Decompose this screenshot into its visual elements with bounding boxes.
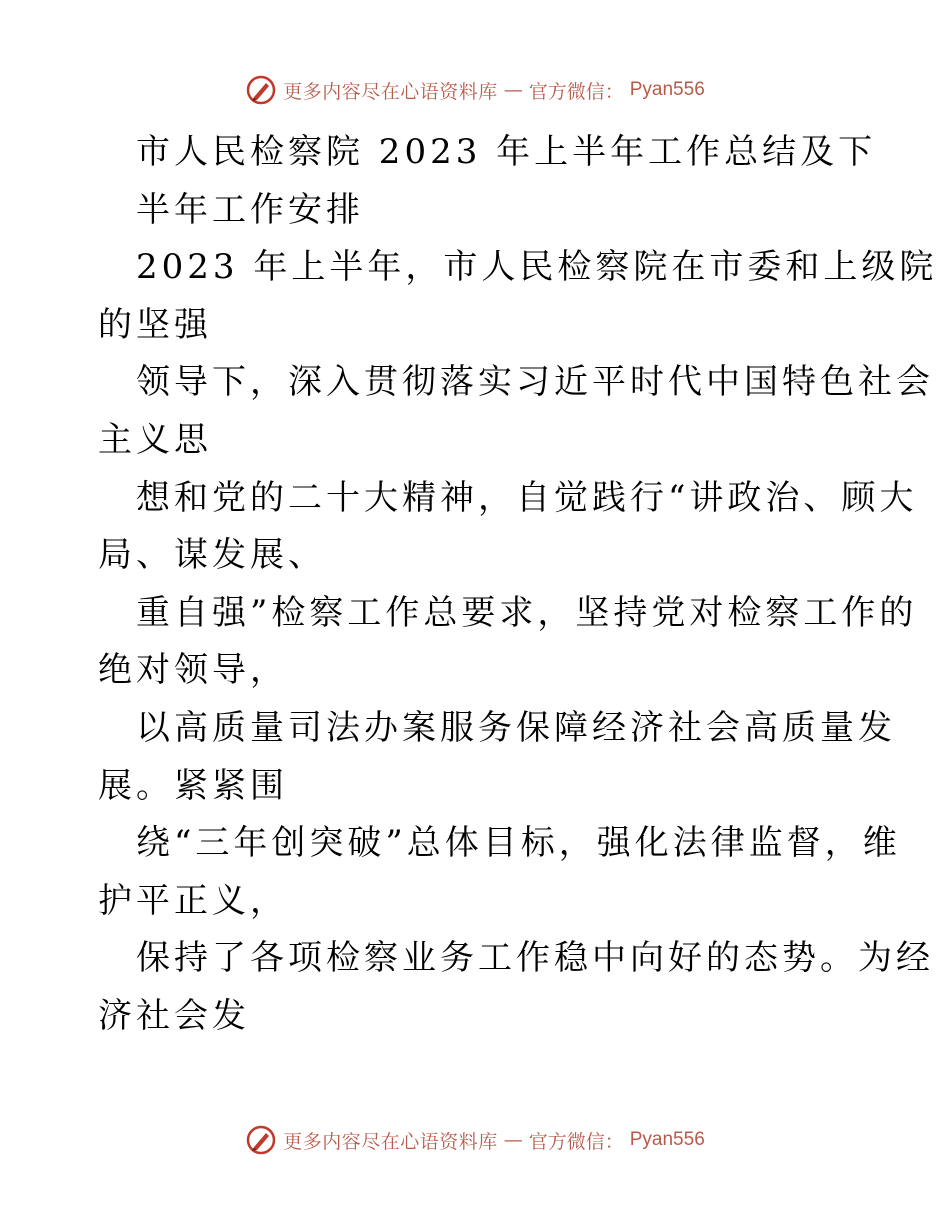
text-line: 市人民检察院 2023 年上半年工作总结及下 bbox=[136, 132, 877, 172]
banner-dash: — bbox=[503, 1129, 523, 1151]
text-line: 半年工作安排 bbox=[136, 189, 364, 230]
banner-wechat-id: Pyan556 bbox=[629, 79, 705, 100]
document-body bbox=[98, 124, 938, 1046]
text-line: 的坚强 bbox=[98, 304, 212, 345]
banner-wechat-id: Pyan556 bbox=[629, 1129, 705, 1150]
text-line: 想和党的二十大精神，自觉践行“讲政治、顾大 bbox=[136, 477, 918, 518]
text-line: 以高质量司法办案服务保障经济社会高质量发 bbox=[136, 707, 896, 748]
banner-sub: 官方微信： bbox=[528, 1130, 624, 1153]
text-line: 济社会发 bbox=[98, 995, 250, 1036]
banner-text: 更多内容尽在心语资料库 bbox=[283, 80, 498, 103]
text-line: 领导下，深入贯彻落实习近平时代中国特色社会 bbox=[136, 362, 934, 403]
footer-watermark-banner bbox=[0, 1120, 950, 1160]
pen-logo-icon bbox=[245, 74, 277, 106]
text-line: 2023 年上半年，市人民检察院在市委和上级院 bbox=[136, 247, 938, 288]
text-line: 局、谋发展、 bbox=[98, 535, 326, 576]
text-line: 主义思 bbox=[98, 419, 212, 460]
banner-text: 更多内容尽在心语资料库 bbox=[283, 1130, 498, 1153]
text-line: 保持了各项检察业务工作稳中向好的态势。为经 bbox=[136, 938, 934, 979]
pen-logo-icon bbox=[245, 1124, 277, 1156]
text-line: 绕“三年创突破”总体目标，强化法律监督，维 bbox=[136, 823, 901, 864]
banner-dash: — bbox=[503, 79, 523, 101]
header-watermark-banner bbox=[0, 70, 950, 110]
text-line: 绝对领导， bbox=[98, 650, 288, 691]
text-line: 护平正义， bbox=[98, 880, 288, 921]
banner-sub: 官方微信： bbox=[528, 80, 624, 103]
text-line: 展。紧紧围 bbox=[98, 765, 288, 806]
text-line: 重自强”检察工作总要求，坚持党对检察工作的 bbox=[136, 592, 918, 633]
